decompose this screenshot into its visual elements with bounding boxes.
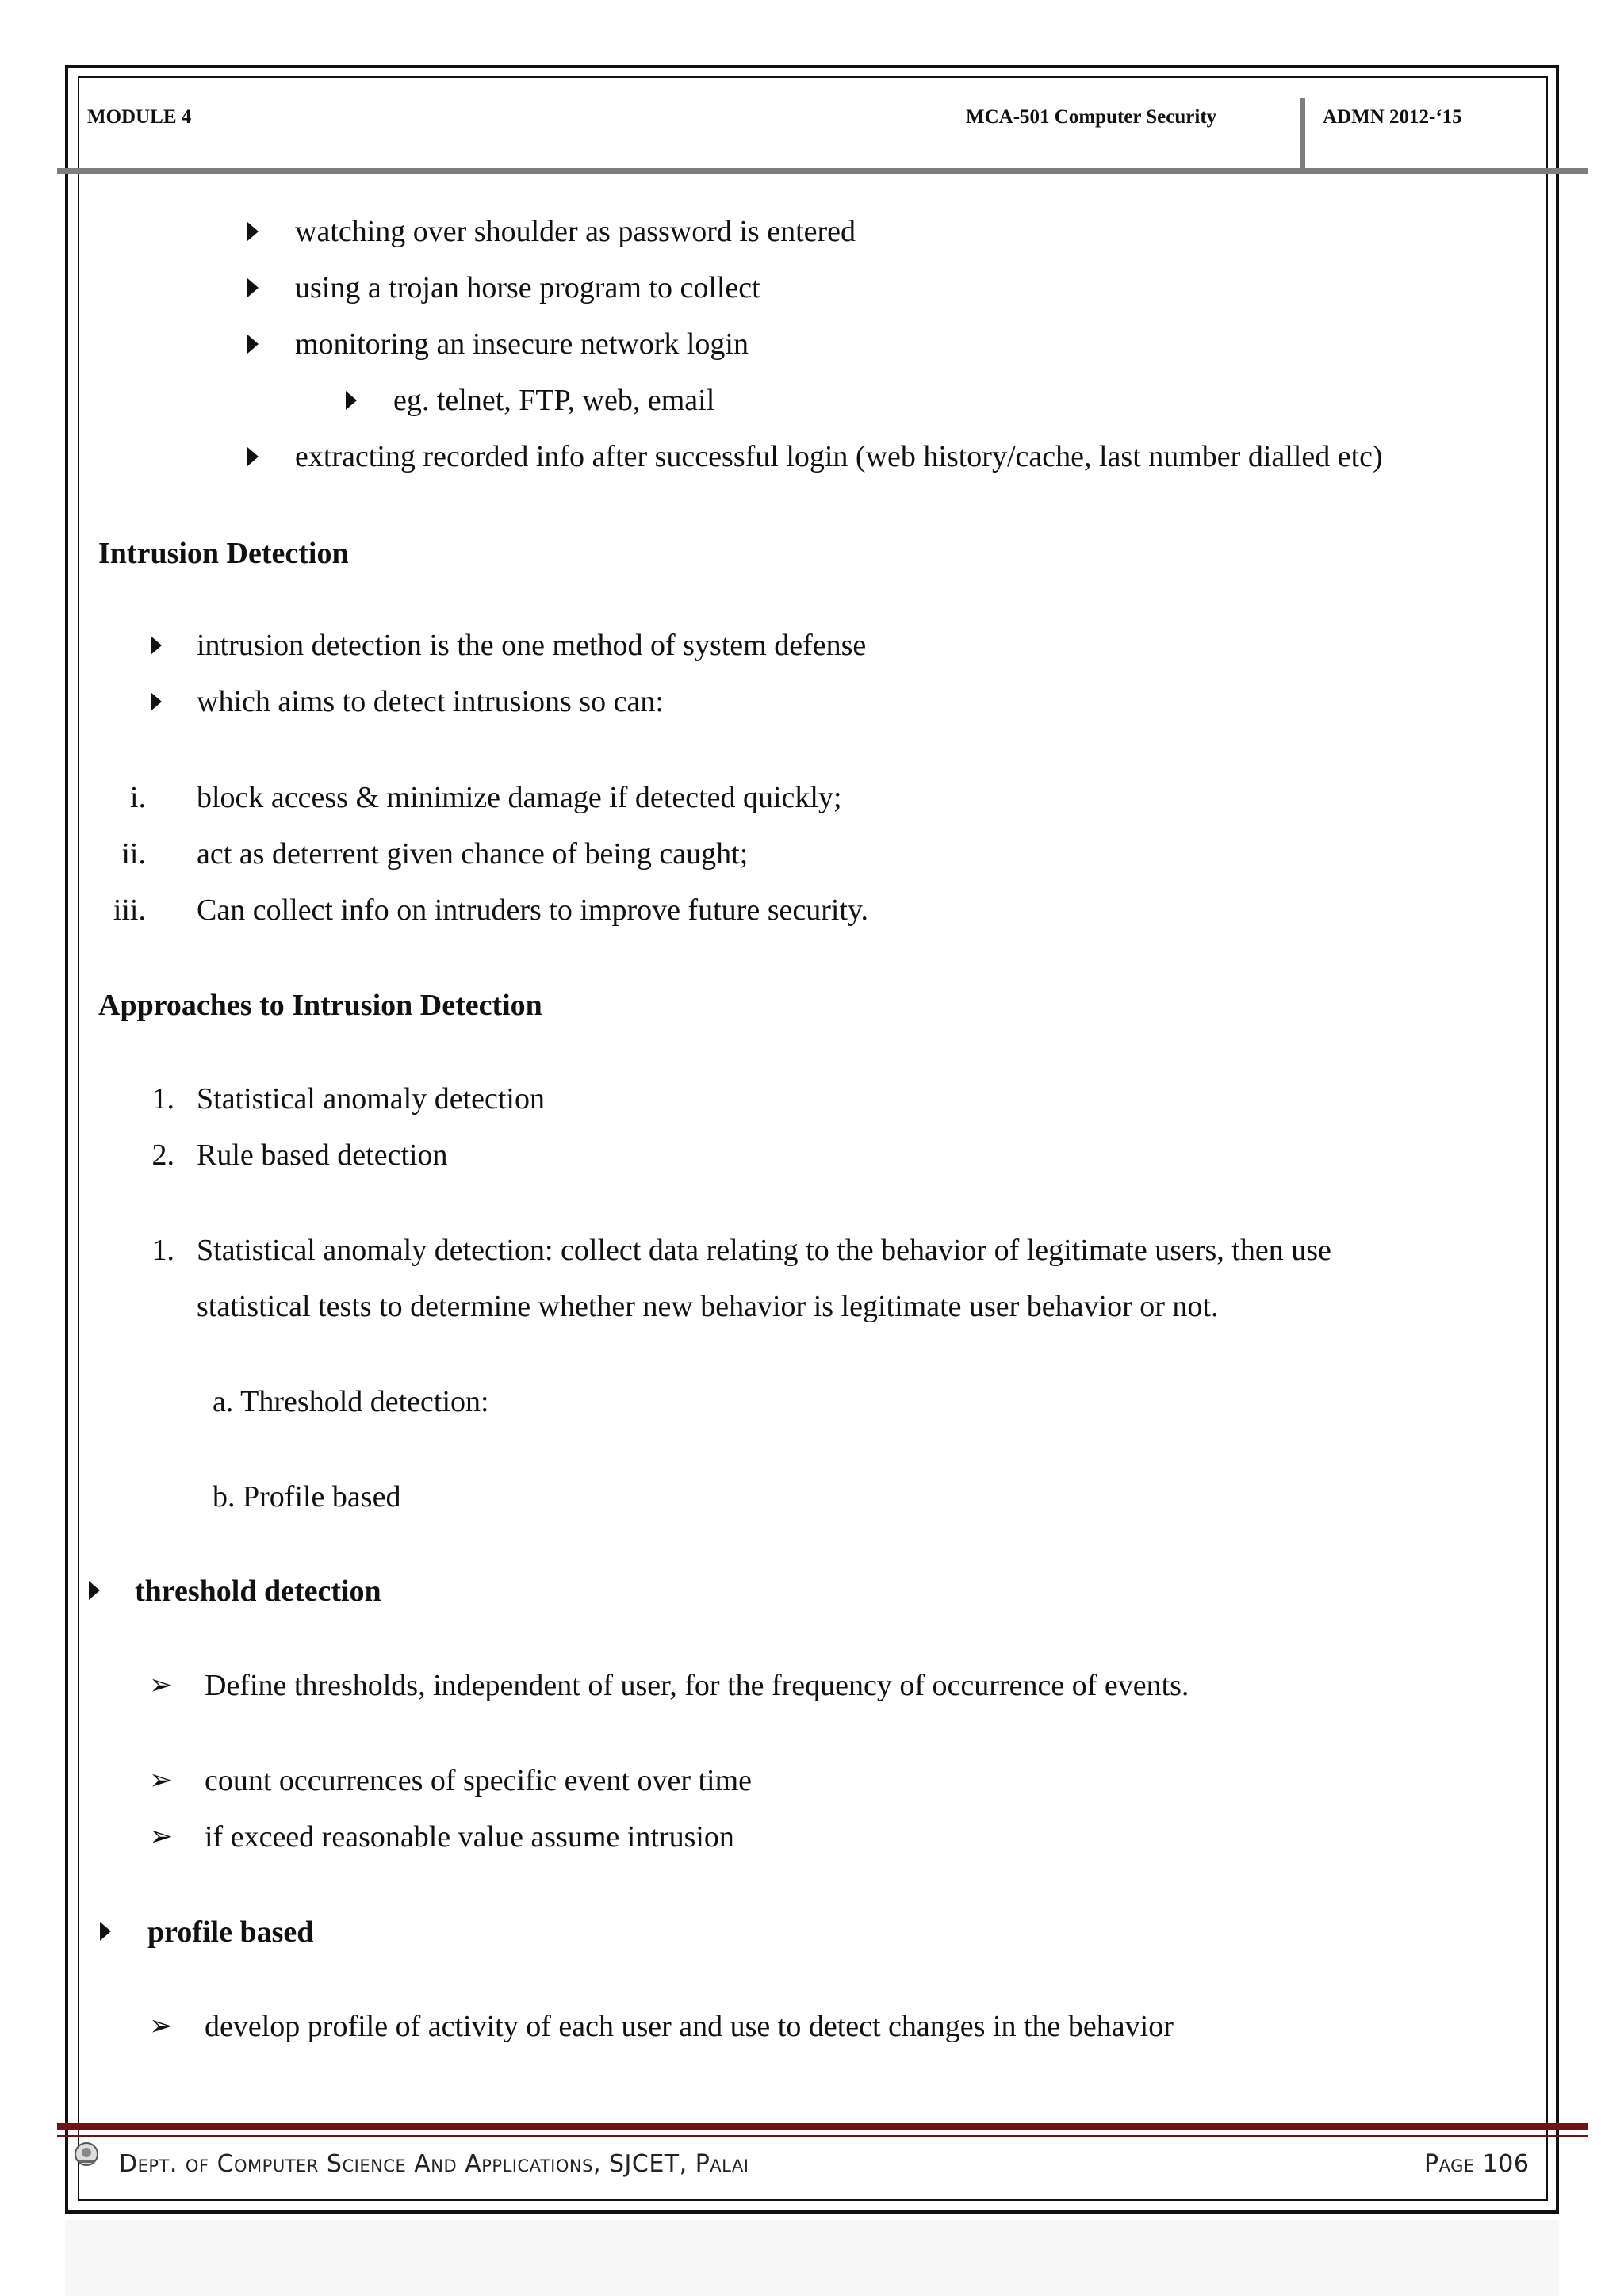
triangle-bullet-icon: [100, 1922, 111, 1941]
sub-item: a. Threshold detection:: [213, 1385, 489, 1418]
list-number: 1.: [151, 1234, 174, 1267]
header-admission: ADMN 2012-‘15: [1323, 106, 1462, 128]
header-course: MCA-501 Computer Security: [966, 106, 1217, 128]
subheading-threshold-detection: threshold detection: [135, 1575, 381, 1608]
list-item: Rule based detection: [197, 1138, 448, 1172]
triangle-bullet-icon: [247, 278, 259, 297]
list-item: Define thresholds, independent of user, for the frequency of occurrence of events.: [205, 1669, 1189, 1702]
paragraph-line: statistical tests to determine whether new behavior is legitimate user behavior or not.: [197, 1290, 1219, 1323]
list-item: intrusion detection is the one method of system defense: [197, 629, 867, 662]
subheading-profile-based: profile based: [147, 1915, 314, 1949]
arrow-bullet-icon: ➢: [149, 1764, 174, 1797]
list-item: extracting recorded info after successful login (web history/cache, last number dialled etc): [295, 440, 1383, 473]
sub-item: b. Profile based: [213, 1480, 401, 1513]
list-item: develop profile of activity of each user and use to detect changes in the behavior: [205, 2010, 1174, 2043]
triangle-bullet-icon: [247, 335, 259, 354]
triangle-bullet-icon: [89, 1581, 100, 1600]
roman-numeral: i.: [129, 781, 146, 814]
list-item: act as deterrent given chance of being caught;: [197, 837, 749, 871]
triangle-bullet-icon: [151, 692, 162, 711]
list-item: block access & minimize damage if detected quickly;: [197, 781, 842, 814]
header-module: MODULE 4: [87, 106, 192, 128]
list-item: count occurrences of specific event over time: [205, 1764, 753, 1797]
list-item: which aims to detect intrusions so can:: [197, 685, 664, 718]
college-logo-icon: [73, 2141, 100, 2168]
triangle-bullet-icon: [346, 391, 357, 410]
header-divider: [1300, 98, 1305, 171]
arrow-bullet-icon: ➢: [149, 1669, 174, 1701]
header-rule: [57, 168, 1588, 174]
triangle-bullet-icon: [247, 222, 259, 241]
list-item: Statistical anomaly detection: [197, 1082, 545, 1115]
list-item: watching over shoulder as password is entered: [295, 215, 856, 248]
section-heading-approaches: Approaches to Intrusion Detection: [98, 989, 542, 1022]
footer-page-number: Page 106: [1424, 2150, 1530, 2178]
bottom-margin: [65, 2220, 1559, 2296]
footer-rule: [57, 2123, 1588, 2130]
paragraph-line: Statistical anomaly detection: collect data relating to the behavior of legitimate users, then use: [197, 1234, 1331, 1267]
arrow-bullet-icon: ➢: [149, 1820, 174, 1853]
list-item: if exceed reasonable value assume intrusion: [205, 1820, 734, 1854]
arrow-bullet-icon: ➢: [149, 2010, 174, 2042]
list-number: 2.: [151, 1138, 174, 1172]
roman-numeral: iii.: [113, 894, 146, 927]
roman-numeral: ii.: [121, 837, 146, 871]
list-item: eg. telnet, FTP, web, email: [393, 384, 715, 417]
list-number: 1.: [151, 1082, 174, 1115]
footer-department: Dept. of Computer Science And Applications, SJCET, Palai: [119, 2150, 749, 2178]
list-item: Can collect info on intruders to improve future security.: [197, 894, 869, 927]
footer-rule-thin: [57, 2135, 1588, 2137]
triangle-bullet-icon: [247, 447, 259, 466]
section-heading-intrusion-detection: Intrusion Detection: [98, 537, 349, 570]
list-item: monitoring an insecure network login: [295, 327, 749, 361]
triangle-bullet-icon: [151, 636, 162, 655]
list-item: using a trojan horse program to collect: [295, 271, 760, 304]
